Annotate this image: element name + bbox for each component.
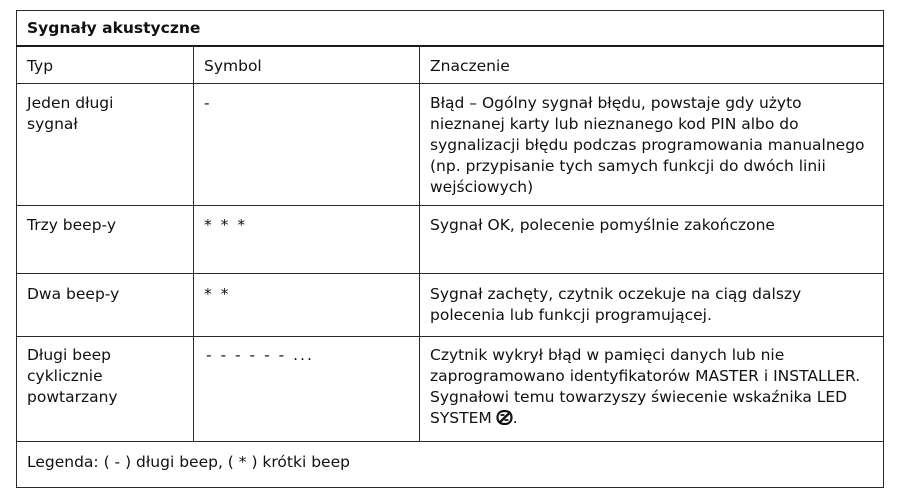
- header-symbol: Symbol: [194, 46, 420, 84]
- table-row: [17, 84, 884, 206]
- row-meaning: Sygnał OK, polecenie pomyślnie zakończone: [420, 206, 884, 274]
- row-meaning: Błąd – Ogólny sygnał błędu, powstaje gdy użyto nieznanej karty lub nieznanego kod PIN albo do sygnalizacji błędu podczas programowania manualnego (np. przypisanie tych samych funkcji do dwóch linii wejściowych): [420, 84, 884, 206]
- row-symbol: * *: [194, 274, 420, 337]
- row-meaning-cell: [420, 337, 884, 442]
- header-row: [17, 46, 884, 84]
- header-meaning: Znaczenie: [420, 46, 884, 84]
- table-row: [17, 206, 884, 274]
- legend: Legenda: ( - ) długi beep, ( * ) krótki beep: [17, 442, 884, 488]
- row-type: Dwa beep-y: [17, 274, 194, 337]
- row-symbol: -: [194, 84, 420, 206]
- row-meaning: Czytnik wykrył błąd w pamięci danych lub nie zaprogramowano identyfikatorów MASTER i INSTALLER. Sygnałowi temu towarzyszy świecenie wskaźnika LED SYSTEM: [430, 346, 861, 427]
- row-symbol: - - - - - - ...: [194, 337, 420, 442]
- table-row: [17, 274, 884, 337]
- acoustic-signals-table: [16, 10, 884, 488]
- row-meaning-suffix: .: [512, 409, 518, 427]
- row-type: Trzy beep-y: [17, 206, 194, 274]
- led-system-icon: [496, 410, 513, 425]
- header-type: Typ: [17, 46, 194, 84]
- row-symbol: * * *: [194, 206, 420, 274]
- row-meaning: Sygnał zachęty, czytnik oczekuje na ciąg dalszy polecenia lub funkcji programującej.: [420, 274, 884, 337]
- row-type: Jeden długi sygnał: [17, 84, 194, 206]
- table-title: Sygnały akustyczne: [17, 11, 884, 46]
- row-type: Długi beep cyklicznie powtarzany: [17, 337, 194, 442]
- table-row: [17, 337, 884, 442]
